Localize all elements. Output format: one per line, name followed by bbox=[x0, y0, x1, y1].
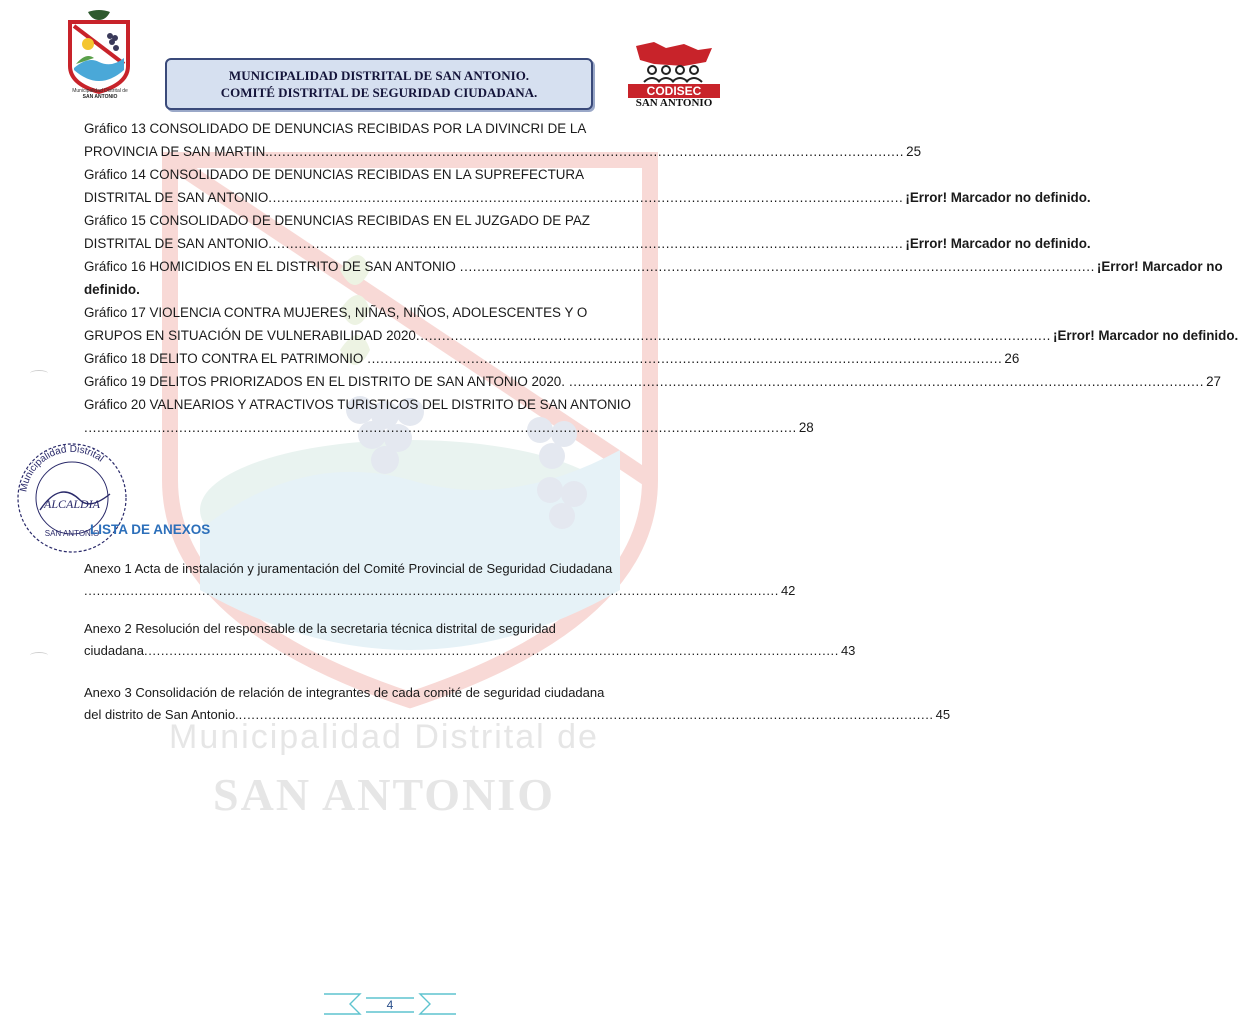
stamp-center-text: ALCALDIA bbox=[43, 497, 101, 511]
scan-margin-mark bbox=[30, 370, 48, 377]
toc-entry-text: Gráfico 17 VIOLENCIA CONTRA MUJERES, NIÑAS, NIÑOS, ADOLESCENTES Y O bbox=[84, 305, 588, 320]
watermark-line1: Municipalidad Distrital de bbox=[169, 718, 599, 756]
header-title-line1: MUNICIPALIDAD DISTRITAL DE SAN ANTONIO. bbox=[228, 68, 530, 83]
header-title-box bbox=[165, 58, 593, 110]
section-title-anexos: LISTA DE ANEXOS bbox=[90, 522, 211, 537]
toc-entry-text: del distrito de San Antonio. bbox=[84, 707, 239, 722]
municipal-shield-logo bbox=[66, 8, 132, 120]
toc-entry-text: Gráfico 15 CONSOLIDADO DE DENUNCIAS RECIBIDAS EN EL JUZGADO DE PAZ bbox=[84, 213, 590, 228]
toc-entry-text: Gráfico 14 CONSOLIDADO DE DENUNCIAS RECIBIDAS EN LA SUPREFECTURA bbox=[84, 167, 585, 182]
toc-dot-leader: ................................................................................................................................................... bbox=[415, 328, 1051, 343]
toc-error-text: ¡Error! Marcador no definido. bbox=[905, 190, 1091, 205]
toc-entry-anexo-3[interactable] bbox=[84, 682, 951, 726]
scan-margin-mark bbox=[30, 652, 48, 659]
watermark-line2: SAN ANTONIO bbox=[213, 769, 555, 820]
header-title-line2: COMITÉ DISTRITAL DE SEGURIDAD CIUDADANA. bbox=[220, 85, 538, 100]
toc-entry-text: DISTRITAL DE SAN ANTONIO bbox=[84, 190, 269, 205]
toc-entry-grafico-15[interactable] bbox=[84, 209, 1091, 255]
toc-dot-leader: ................................................................................................................................................... bbox=[269, 144, 905, 159]
toc-page-number: 26 bbox=[1004, 351, 1020, 366]
toc-entry-grafico-14[interactable] bbox=[84, 163, 1091, 209]
toc-page-number: 27 bbox=[1206, 374, 1221, 389]
toc-dot-leader: ..................................................................................................................................................................... bbox=[84, 420, 797, 435]
toc-entry-text: Anexo 1 Acta de instalación y juramentación del Comité Provincial de Seguridad Ciudadana bbox=[84, 561, 613, 576]
toc-entry-anexo-2[interactable] bbox=[84, 618, 856, 662]
toc-error-text: ¡Error! Marcador no bbox=[1096, 259, 1223, 274]
toc-error-text: ¡Error! Marcador no definido. bbox=[1052, 328, 1238, 343]
toc-error-text: definido. bbox=[84, 282, 140, 297]
toc-page-number: 28 bbox=[798, 420, 814, 435]
toc-entry-text: Gráfico 20 VALNEARIOS Y ATRACTIVOS TURISTICOS DEL DISTRITO DE SAN ANTONIO bbox=[84, 397, 631, 412]
stamp-bottom-text: SAN ANTONIO bbox=[44, 529, 100, 538]
codisec-logo bbox=[614, 40, 734, 100]
toc-entry-text: ciudadana bbox=[84, 643, 144, 658]
toc-dot-leader: ..................................................................................................................................................................... bbox=[84, 583, 779, 598]
toc-entry-anexo-1[interactable] bbox=[84, 558, 796, 602]
municipal-seal-stamp bbox=[10, 440, 134, 556]
codisec-subtitle: SAN ANTONIO bbox=[635, 97, 713, 109]
toc-page-number: 25 bbox=[906, 144, 922, 159]
toc-entry-grafico-16[interactable] bbox=[84, 255, 1223, 301]
toc-entry-text: Gráfico 18 DELITO CONTRA EL PATRIMONIO bbox=[84, 351, 364, 366]
codisec-logo-name: CODISEC bbox=[646, 84, 702, 98]
toc-dot-leader: ..................................................................................................................................................................... bbox=[238, 707, 934, 722]
toc-page-number: 42 bbox=[780, 583, 796, 598]
toc-entry-text: Anexo 3 Consolidación de relación de integrantes de cada comité de seguridad ciudadana bbox=[84, 685, 605, 700]
toc-entry-text: GRUPOS EN SITUACIÓN DE VULNERABILIDAD 2020 bbox=[84, 328, 416, 343]
toc-page-number: 45 bbox=[935, 707, 951, 722]
toc-entry-grafico-17[interactable] bbox=[84, 301, 1238, 347]
toc-dot-leader: ................................................................................................................................................... bbox=[268, 236, 904, 251]
toc-entry-text: Gráfico 13 CONSOLIDADO DE DENUNCIAS RECIBIDAS POR LA DIVINCRI DE LA bbox=[84, 121, 587, 136]
toc-dot-leader: ................................................................................................................................................... bbox=[459, 259, 1095, 274]
toc-entry-grafico-13[interactable] bbox=[84, 117, 922, 163]
toc-entry-grafico-18[interactable] bbox=[84, 347, 1020, 370]
toc-entry-grafico-20[interactable] bbox=[84, 393, 814, 439]
toc-entry-text: Anexo 2 Resolución del responsable de la secretaria técnica distrital de seguridad bbox=[84, 621, 556, 636]
toc-entry-text: PROVINCIA DE SAN MARTIN. bbox=[84, 144, 270, 159]
toc-entry-text: DISTRITAL DE SAN ANTONIO bbox=[84, 236, 269, 251]
left-logo-caption-name: SAN ANTONIO bbox=[82, 94, 118, 100]
toc-entry-grafico-19[interactable] bbox=[84, 370, 1221, 393]
toc-dot-leader: ................................................................................................................................................... bbox=[268, 190, 904, 205]
left-logo-caption: Municipalidad Distrital de bbox=[72, 88, 128, 94]
toc-page-number: 43 bbox=[840, 643, 856, 658]
stamp-ring-text: Municipalidad Distrital bbox=[18, 443, 106, 493]
toc-error-text: ¡Error! Marcador no definido. bbox=[905, 236, 1091, 251]
page-number: 4 bbox=[386, 998, 394, 1012]
toc-dot-leader: ................................................................................................................................................... bbox=[568, 374, 1205, 389]
toc-entry-text: Gráfico 19 DELITOS PRIORIZADOS EN EL DISTRITO DE SAN ANTONIO 2020. bbox=[84, 374, 565, 389]
toc-entry-text: Gráfico 16 HOMICIDIOS EN EL DISTRITO DE SAN ANTONIO bbox=[84, 259, 456, 274]
toc-dot-leader: ................................................................................................................................................... bbox=[367, 351, 1003, 366]
toc-dot-leader: ..................................................................................................................................................................... bbox=[144, 643, 839, 658]
